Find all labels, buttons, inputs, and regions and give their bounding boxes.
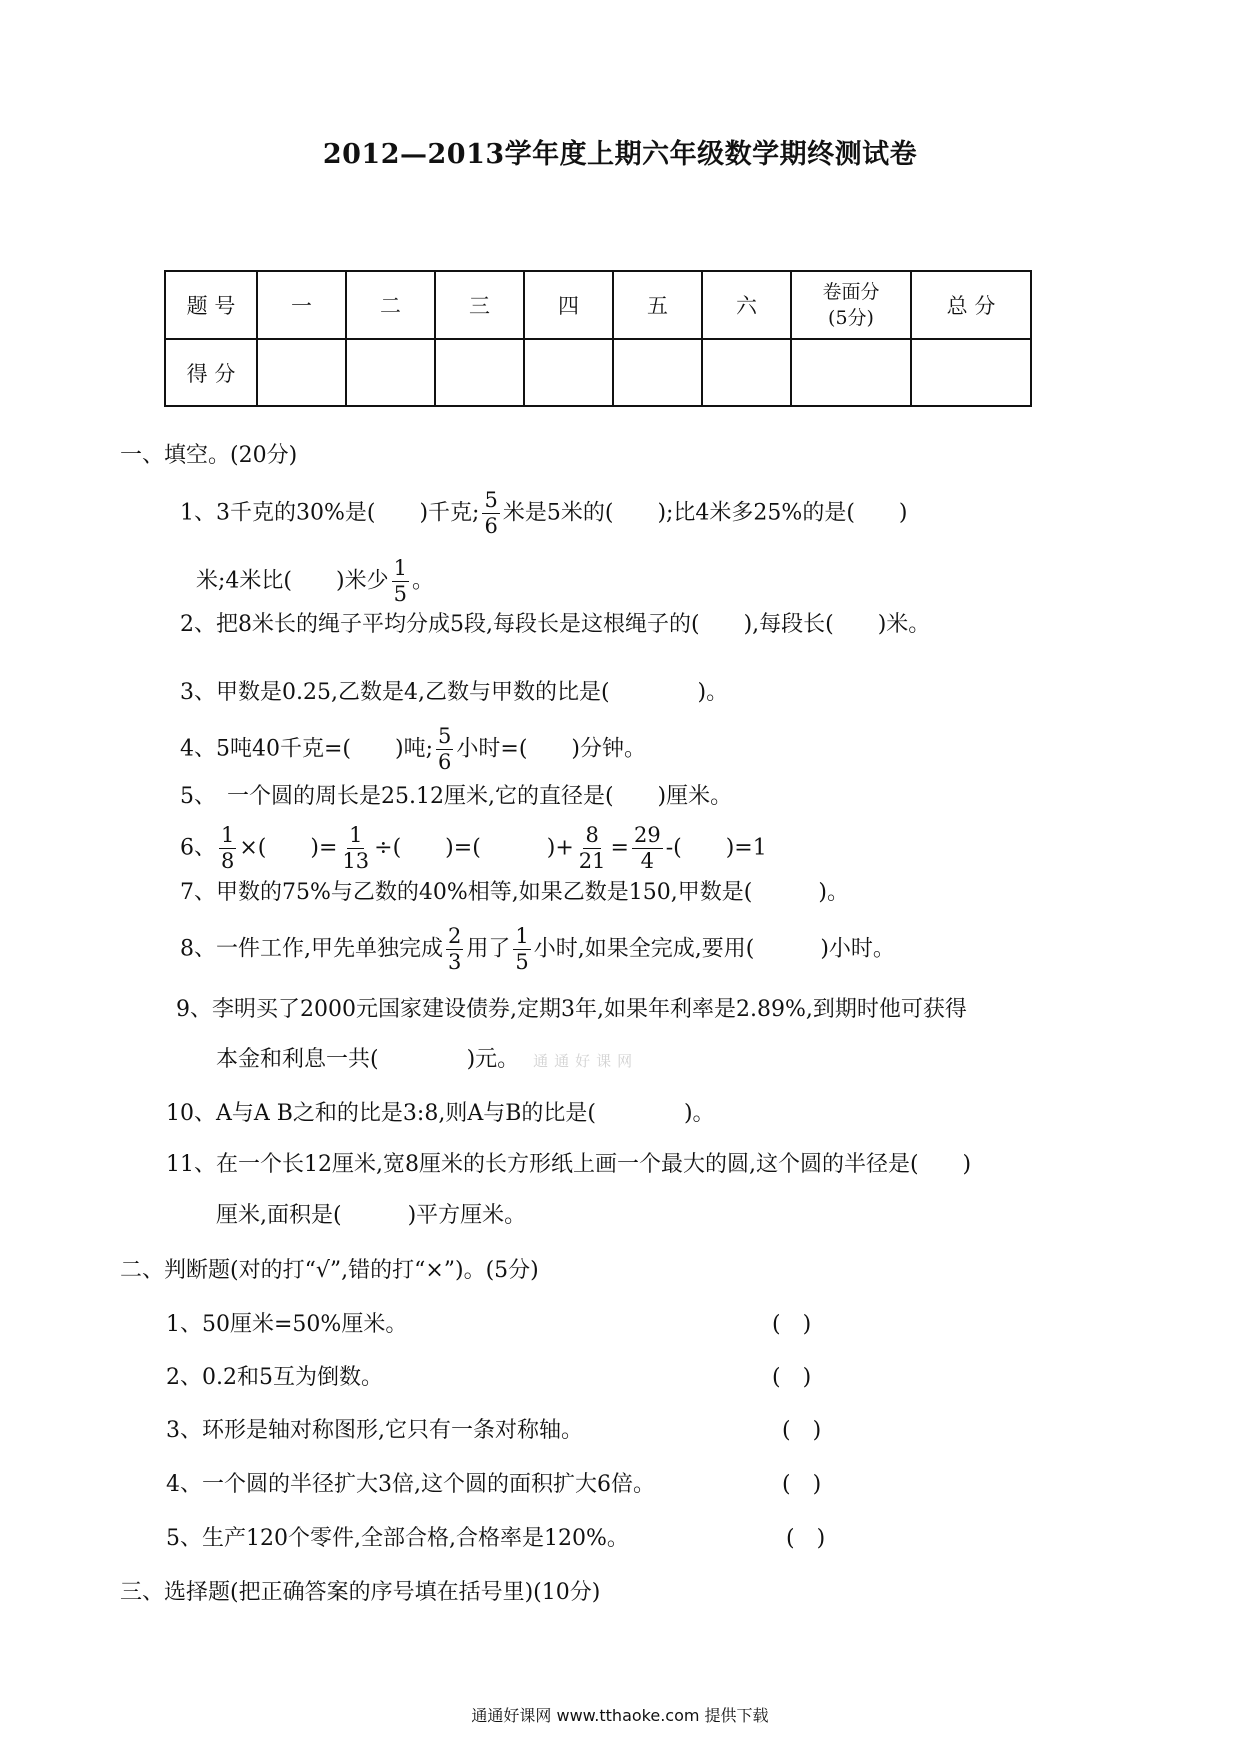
- judge-item-1: 1、50厘米=50%厘米。: [166, 1312, 408, 1337]
- judge-item-2: 2、0.2和5互为倒数。: [166, 1365, 383, 1390]
- fraction: $\frac{1}{5}$: [393, 556, 407, 606]
- question-3: 3、甲数是0.25,乙数是4,乙数与甲数的比是( )。: [180, 680, 729, 705]
- question-9b: 本金和利息一共( )元。 通通好课网: [216, 1047, 639, 1072]
- judge-answer-5[interactable]: ( ): [786, 1526, 826, 1551]
- question-2: 2、把8米长的绳子平均分成5段,每段长是这根绳子的( ),每段长( )米。: [180, 612, 931, 637]
- score-col-total: 总 分: [911, 271, 1031, 339]
- fraction: $\frac{1}{8}$: [221, 823, 235, 873]
- fraction: $\frac{5}{6}$: [438, 724, 452, 774]
- question-8: 8、一件工作,甲先单独完成 $\frac{2}{3}$ 用了 $\frac{1}{5}$ 小时,如果全完成,要用( )小时。: [180, 924, 895, 974]
- score-cell[interactable]: [613, 339, 702, 406]
- question-6: 6、 $\frac{1}{8}$ ×( )= $\frac{1}{13}$ ÷( )=( )+ $\frac{8}{21}$ = $\frac{29}{4}$ -( )=1: [180, 823, 767, 873]
- section1-title: 一、填空。(20分): [120, 443, 298, 468]
- question-5: 5、 一个圆的周长是25.12厘米,它的直径是( )厘米。: [180, 784, 733, 809]
- score-col-3: 三: [435, 271, 524, 339]
- score-cell[interactable]: [911, 339, 1031, 406]
- question-7: 7、甲数的75%与乙数的40%相等,如果乙数是150,甲数是( )。: [180, 880, 849, 905]
- judge-answer-4[interactable]: ( ): [782, 1472, 822, 1497]
- question-4: 4、5吨40千克=( )吨; $\frac{5}{6}$ 小时=( )分钟。: [180, 724, 646, 774]
- judge-item-3: 3、环形是轴对称图形,它只有一条对称轴。: [166, 1418, 583, 1443]
- question-11a: 11、在一个长12厘米,宽8厘米的长方形纸上画一个最大的圆,这个圆的半径是( ): [166, 1152, 972, 1177]
- question-9a: 9、李明买了2000元国家建设债券,定期3年,如果年利率是2.89%,到期时他可获得: [176, 997, 967, 1022]
- judge-answer-2[interactable]: ( ): [772, 1365, 812, 1390]
- judge-answer-3[interactable]: ( ): [782, 1418, 822, 1443]
- judge-item-4: 4、一个圆的半径扩大3倍,这个圆的面积扩大6倍。: [166, 1472, 655, 1497]
- score-col-page-line2: (5分): [828, 307, 874, 329]
- score-cell[interactable]: [435, 339, 524, 406]
- score-col-page: [791, 271, 911, 339]
- score-cell[interactable]: [257, 339, 346, 406]
- score-cell[interactable]: [702, 339, 791, 406]
- score-cell[interactable]: [524, 339, 613, 406]
- score-table: [164, 270, 1032, 407]
- fraction: $\frac{2}{3}$: [448, 924, 462, 974]
- score-col-5: 五: [613, 271, 702, 339]
- judge-answer-1[interactable]: ( ): [772, 1312, 812, 1337]
- score-col-1: 一: [257, 271, 346, 339]
- score-col-4: 四: [524, 271, 613, 339]
- score-col-page-line1: 卷面分: [822, 281, 880, 303]
- page-title: 2012—2013学年度上期六年级数学期终测试卷: [322, 139, 918, 170]
- score-cell[interactable]: [346, 339, 435, 406]
- fraction: $\frac{1}{5}$: [515, 924, 529, 974]
- question-11b: 厘米,面积是( )平方厘米。: [216, 1203, 527, 1228]
- judge-item-5: 5、生产120个零件,全部合格,合格率是120%。: [166, 1526, 629, 1551]
- score-col-2: 二: [346, 271, 435, 339]
- fraction: $\frac{1}{13}$: [342, 823, 370, 873]
- section3-title: 三、选择题(把正确答案的序号填在括号里)(10分): [120, 1580, 601, 1605]
- fraction: $\frac{5}{6}$: [484, 488, 498, 538]
- question-10: 10、A与A B之和的比是3:8,则A与B的比是( )。: [166, 1101, 715, 1126]
- question-1b: 米;4米比( )米少 $\frac{1}{5}$ 。: [196, 556, 434, 606]
- fraction: $\frac{29}{4}$: [633, 823, 661, 873]
- score-cell[interactable]: [791, 339, 911, 406]
- footer: 通通好课网 www.tthaoke.com 提供下载: [471, 1706, 769, 1725]
- section2-title: 二、判断题(对的打“√”,错的打“×”)。(5分): [120, 1258, 539, 1283]
- score-header-label: 题 号: [165, 271, 257, 339]
- fraction: $\frac{8}{21}$: [578, 823, 606, 873]
- score-row-label: 得 分: [165, 339, 257, 406]
- question-1a: 1、3千克的30%是( )千克; $\frac{5}{6}$ 米是5米的( );比4米多25%的是( ): [180, 488, 908, 538]
- score-col-6: 六: [702, 271, 791, 339]
- faint-watermark: 通通好课网: [533, 1052, 639, 1070]
